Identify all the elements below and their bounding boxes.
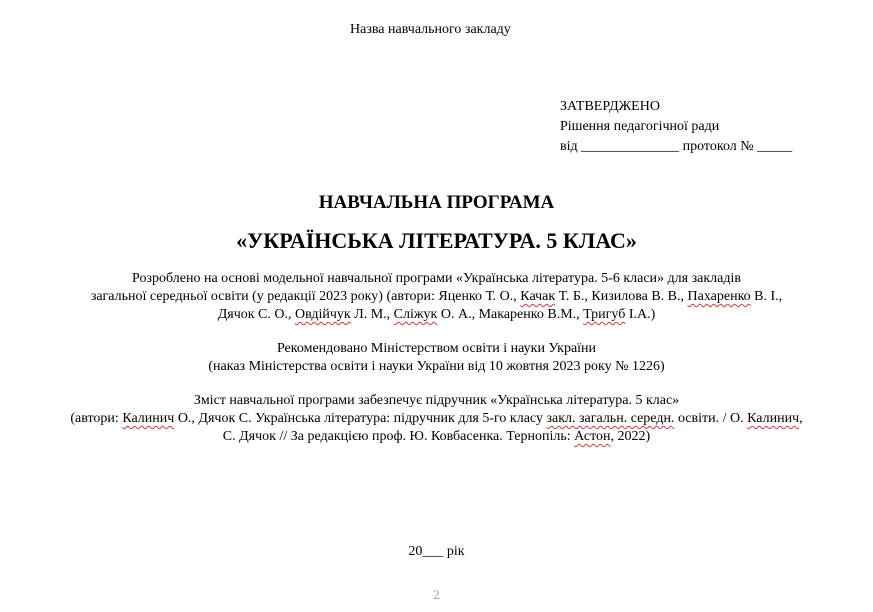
textbook-line-1: Зміст навчальної програми забезпечує підручник «Українська література. 5 клас»: [193, 393, 680, 408]
approval-title: ЗАТВЕРДЖЕНО: [560, 99, 660, 114]
spellcheck-word[interactable]: закл. загальн. середн.: [546, 411, 675, 426]
basis-paragraph: [0, 270, 873, 324]
spellcheck-word[interactable]: Калинич: [747, 411, 800, 426]
document-subtitle: «УКРАЇНСЬКА ЛІТЕРАТУРА. 5 КЛАС»: [236, 228, 637, 253]
protocol-blank: _____: [757, 139, 793, 154]
spellcheck-word[interactable]: Сліжук: [393, 307, 438, 322]
approval-decision: Рішення педагогічної ради: [560, 119, 720, 134]
page-number: 2: [433, 587, 440, 602]
protocol-label: протокол №: [682, 139, 754, 154]
recommendation-paragraph: [0, 340, 873, 376]
spellcheck-word[interactable]: Астон: [574, 429, 611, 444]
textbook-line-2: (автори: Калинич О., Дячок С. Українська література: підручник для 5-го класу закл. загальн. середн. освіти. / О. Калинич,: [70, 411, 803, 426]
spellcheck-word[interactable]: Калинич: [122, 411, 175, 426]
textbook-paragraph: [0, 392, 873, 446]
document-title: НАВЧАЛЬНА ПРОГРАМА: [318, 192, 555, 213]
date-label: від: [560, 139, 578, 154]
year-line: 20___ рік: [408, 544, 465, 559]
spellcheck-word[interactable]: Пахаренко: [687, 289, 751, 304]
year-blank: ___: [422, 544, 444, 559]
recommendation-line-2: (наказ Міністерства освіти і науки України від 10 жовтня 2023 року № 1226): [208, 359, 665, 374]
basis-line-1: Розроблено на основі модельної навчальної програми «Українська література. 5-6 класи» для закладів: [132, 271, 741, 286]
spellcheck-word[interactable]: Овдійчук: [294, 307, 351, 322]
basis-line-2: загальної середньої освіти (у редакції 2023 року) (автори: Яценко Т. О., Качак Т. Б., Кизилова В. В., Пахаренко В. І.,: [90, 289, 783, 304]
textbook-line-3: С. Дячок // За редакцією проф. Ю. Ковбасенка. Тернопіль: Астон, 2022): [222, 429, 651, 444]
basis-line-3: Дячок С. О., Овдійчук Л. М., Сліжук О. А., Макаренко В.М., Тригуб І.А.): [217, 307, 656, 322]
institution-name: Назва навчального закладу: [350, 22, 511, 37]
date-blank: ______________: [581, 139, 680, 154]
approval-date-line: [560, 137, 792, 157]
spellcheck-word[interactable]: Тригуб: [583, 307, 626, 322]
recommendation-line-1: Рекомендовано Міністерством освіти і науки України: [276, 341, 597, 356]
spellcheck-word[interactable]: Качак: [520, 289, 556, 304]
approval-block: [560, 97, 792, 157]
